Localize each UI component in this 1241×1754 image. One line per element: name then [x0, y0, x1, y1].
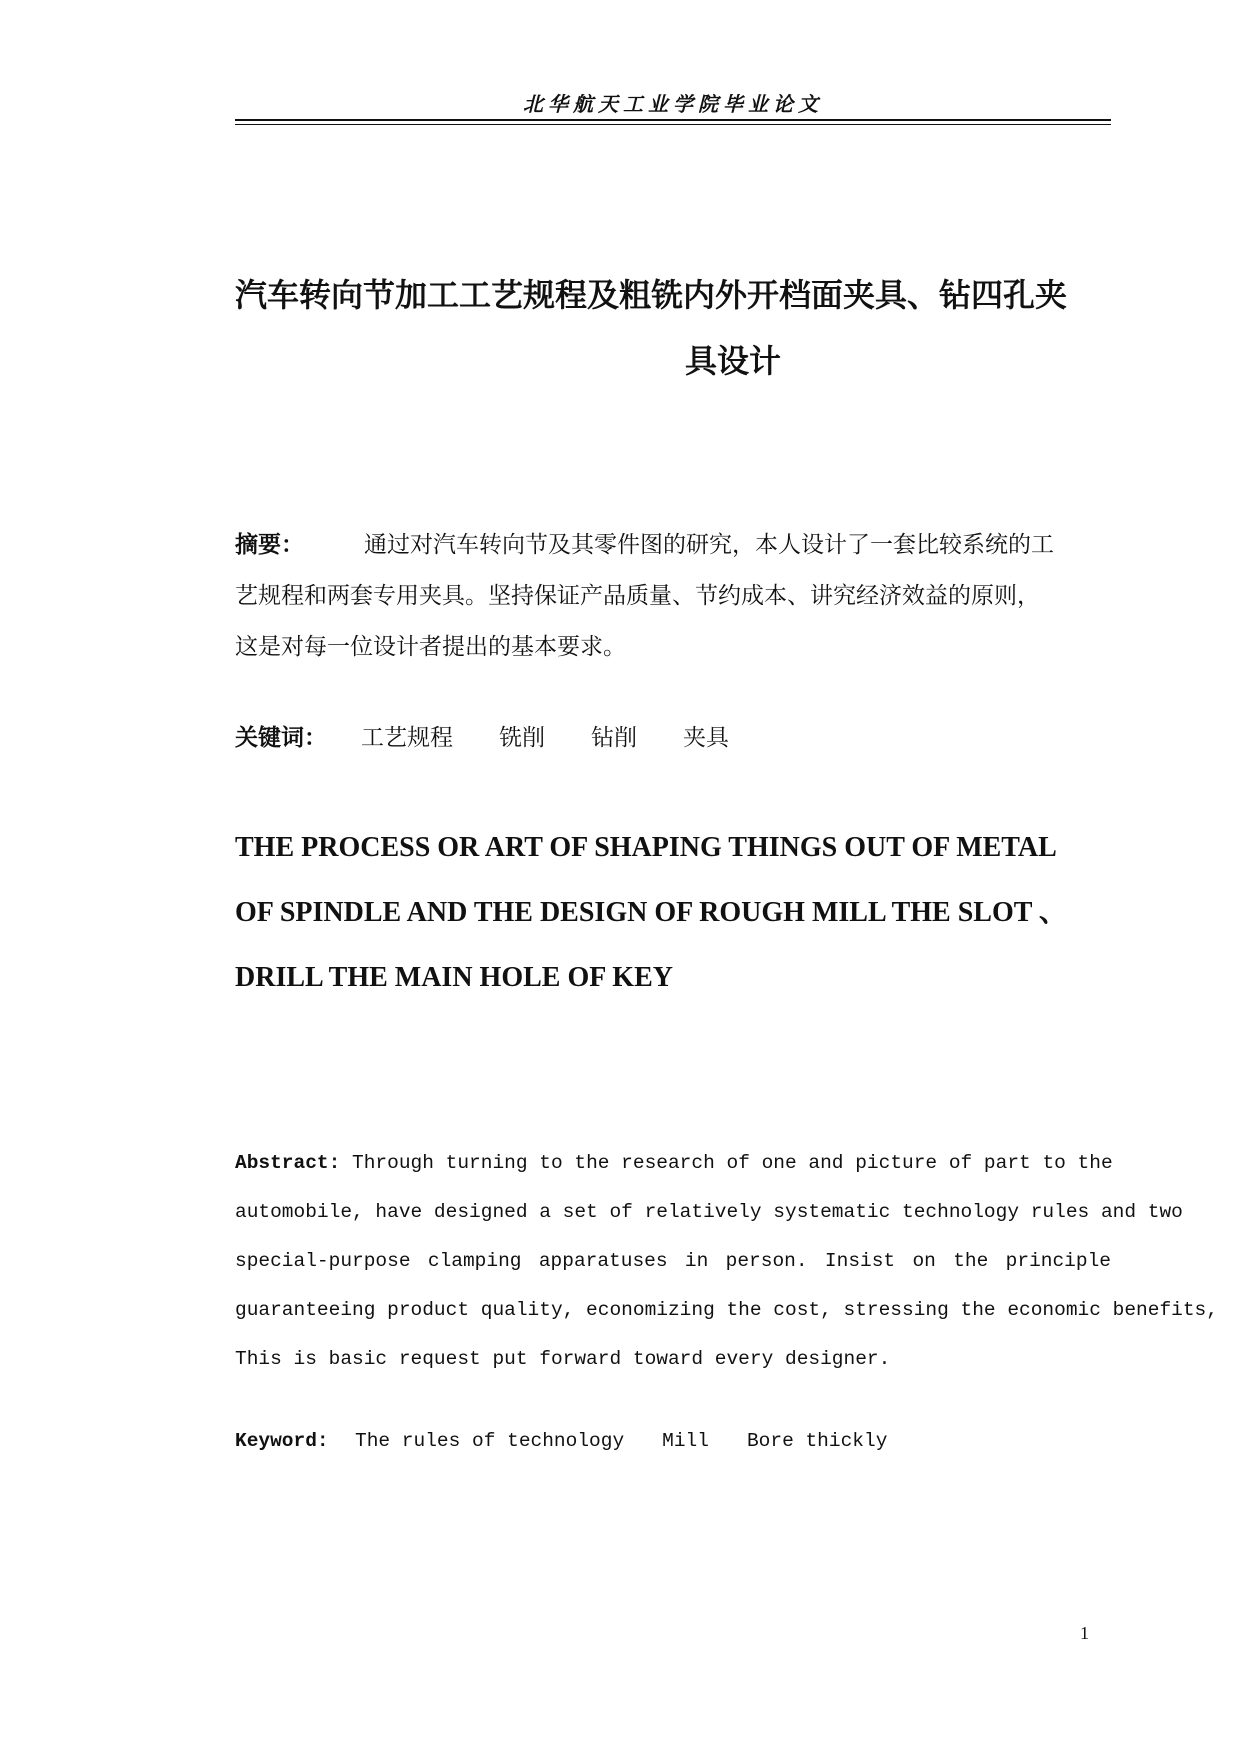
- english-keywords: [235, 1426, 1111, 1456]
- english-title-line-2: OF SPINDLE AND THE DESIGN OF ROUGH MILL THE SLOT 、: [235, 897, 1067, 928]
- english-abstract-line-4: guaranteeing product quality, economizing the cost, stressing the economic benefits,: [235, 1299, 1218, 1321]
- chinese-abstract-line-3: 这是对每一位设计者提出的基本要求。: [235, 634, 626, 660]
- chinese-abstract: [235, 520, 1121, 673]
- english-keywords-label: Keyword:: [235, 1430, 329, 1452]
- running-header: 北华航天工业学院毕业论文: [523, 92, 823, 116]
- english-title-line-3: DRILL THE MAIN HOLE OF KEY: [235, 962, 673, 993]
- chinese-keyword: 铣削: [499, 725, 545, 751]
- english-abstract-line-5: This is basic request put forward toward every designer.: [235, 1348, 891, 1370]
- chinese-keyword: 夹具: [683, 725, 729, 751]
- english-abstract-line-1: Through turning to the research of one and picture of part to the: [352, 1152, 1113, 1174]
- chinese-abstract-line-2: 艺规程和两套专用夹具。坚持保证产品质量、节约成本、讲究经济效益的原则，: [235, 583, 1040, 609]
- chinese-keyword: 工艺规程: [361, 725, 453, 751]
- chinese-abstract-label: 摘要：: [235, 532, 304, 558]
- header-rule-thin: [235, 124, 1111, 125]
- english-abstract-line-2: automobile, have designed a set of relatively systematic technology rules and two: [235, 1201, 1183, 1223]
- english-keyword: Bore thickly: [746, 1430, 888, 1452]
- header-rule-thick: [235, 119, 1111, 121]
- chinese-abstract-line-1: 通过对汽车转向节及其零件图的研究，本人设计了一套比较系统的工: [364, 532, 1054, 558]
- english-title-line-1: THE PROCESS OR ART OF SHAPING THINGS OUT OF METAL: [235, 832, 1057, 863]
- english-title: [235, 815, 1121, 1010]
- chinese-keyword: 钻削: [591, 725, 637, 751]
- chinese-title-line-1: 汽车转向节加工工艺规程及粗铣内外开档面夹具、钻四孔夹: [235, 276, 1068, 314]
- english-abstract-row-1: [235, 1139, 1111, 1188]
- english-abstract-label: Abstract:: [235, 1152, 341, 1174]
- chinese-title: [235, 262, 1111, 394]
- chinese-title-line-2: 具设计: [684, 342, 781, 380]
- english-keyword: Mill: [662, 1430, 709, 1452]
- chinese-keywords-label: 关键词：: [235, 725, 327, 751]
- chinese-keywords: [235, 718, 1111, 758]
- page-number: 1: [1080, 1623, 1089, 1643]
- english-keyword: The rules of technology: [355, 1430, 625, 1452]
- english-abstract-line-3: special-purpose clamping apparatuses in person. Insist on the principle: [235, 1250, 1111, 1272]
- english-abstract: [235, 1139, 1218, 1384]
